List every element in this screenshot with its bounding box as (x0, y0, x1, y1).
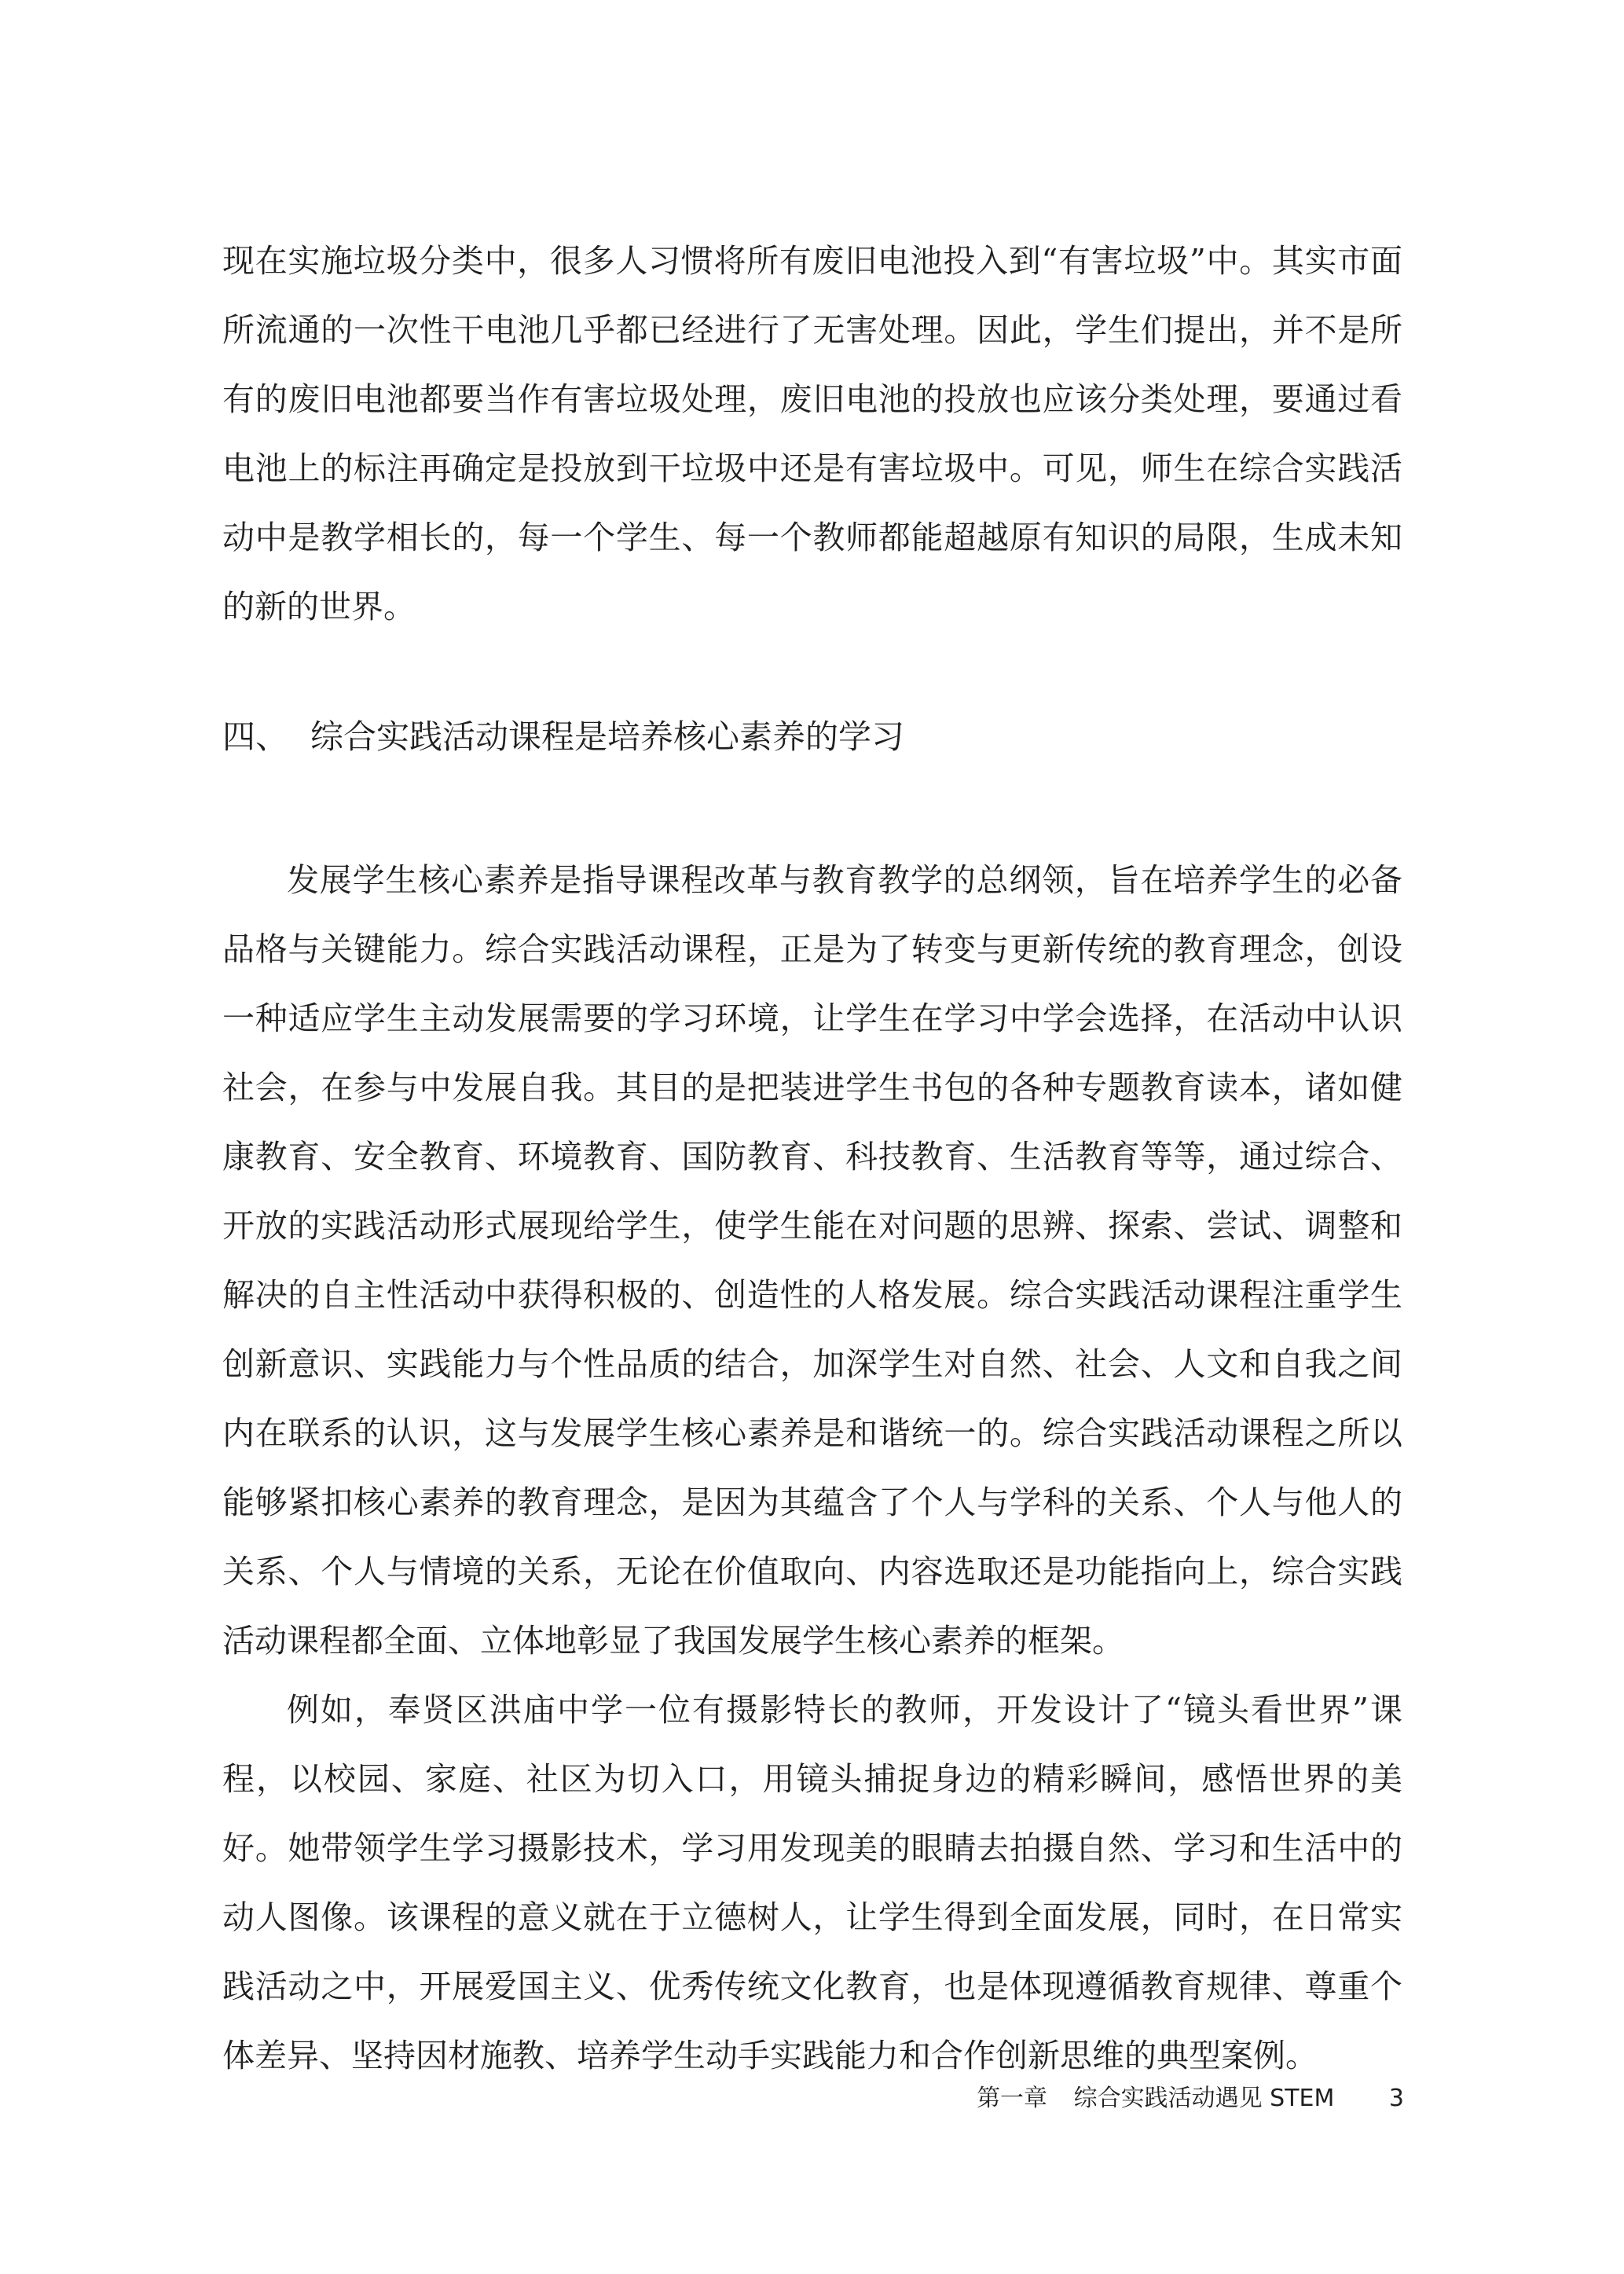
paragraph-core-literacy: 发展学生核心素养是指导课程改革与教育教学的总纲领，旨在培养学生的必备品格与关键能力。综合实践活动课程，正是为了转变与更新传统的教育理念，创设一种适应学生主动发展需要的学习环境，让学生在学习中学会选择，在活动中认识社会，在参与中发展自我。其目的是把装进学生书包的各种专题教育读本，诸如健康教育、安全教育、环境教育、国防教育、科技教育、生活教育等等，通过综合、开放的实践活动形式展现给学生，使学生能在对问题的思辨、探索、尝试、调整和解决的自主性活动中获得积极的、创造性的人格发展。综合实践活动课程注重学生创新意识、实践能力与个性品质的结合，加深学生对自然、社会、人文和自我之间内在联系的认识，这与发展学生核心素养是和谐统一的。综合实践活动课程之所以能够紧扣核心素养的教育理念，是因为其蕴含了个人与学科的关系、个人与他人的关系、个人与情境的关系，无论在价值取向、内容选取还是功能指向上，综合实践活动课程都全面、立体地彰显了我国发展学生核心素养的框架。 (222, 861, 1402, 1660)
paragraph-continued: 现在实施垃圾分类中，很多人习惯将所有废旧电池投入到“有害垃圾”中。其实市面所流通的一次性干电池几乎都已经进行了无害处理。因此，学生们提出，并不是所有的废旧电池都要当作有害垃圾处理，废旧电池的投放也应该分类处理，要通过看电池上的标注再确定是投放到干垃圾中还是有害垃圾中。可见，师生在综合实践活动中是教学相长的，每一个学生、每一个教师都能超越原有知识的局限，生成未知的新的世界。 (222, 242, 1402, 625)
page-number: 3 (1388, 2085, 1404, 2112)
footer-chapter: 第一章 (977, 2085, 1048, 2112)
section-heading (222, 713, 1402, 761)
page-body (222, 226, 1402, 2090)
footer-title: 综合实践活动遇见 STEM (1073, 2085, 1335, 2112)
section-number: 四、 (222, 717, 289, 756)
paragraph-example: 例如，奉贤区洪庙中学一位有摄影特长的教师，开发设计了“镜头看世界”课程，以校园、家庭、社区为切入口，用镜头捕捉身边的精彩瞬间，感悟世界的美好。她带领学生学习摄影技术，学习用发现美的眼睛去拍摄自然、学习和生活中的动人图像。该课程的意义就在于立德树人，让学生得到全面发展，同时，在日常实践活动之中，开展爱国主义、优秀传统文化教育，也是体现遵循教育规律、尊重个体差异、坚持因材施教、培养学生动手实践能力和合作创新思维的典型案例。 (222, 1691, 1402, 2074)
section-title: 综合实践活动课程是培养核心素养的学习 (310, 717, 905, 756)
page-footer (0, 2083, 1404, 2114)
